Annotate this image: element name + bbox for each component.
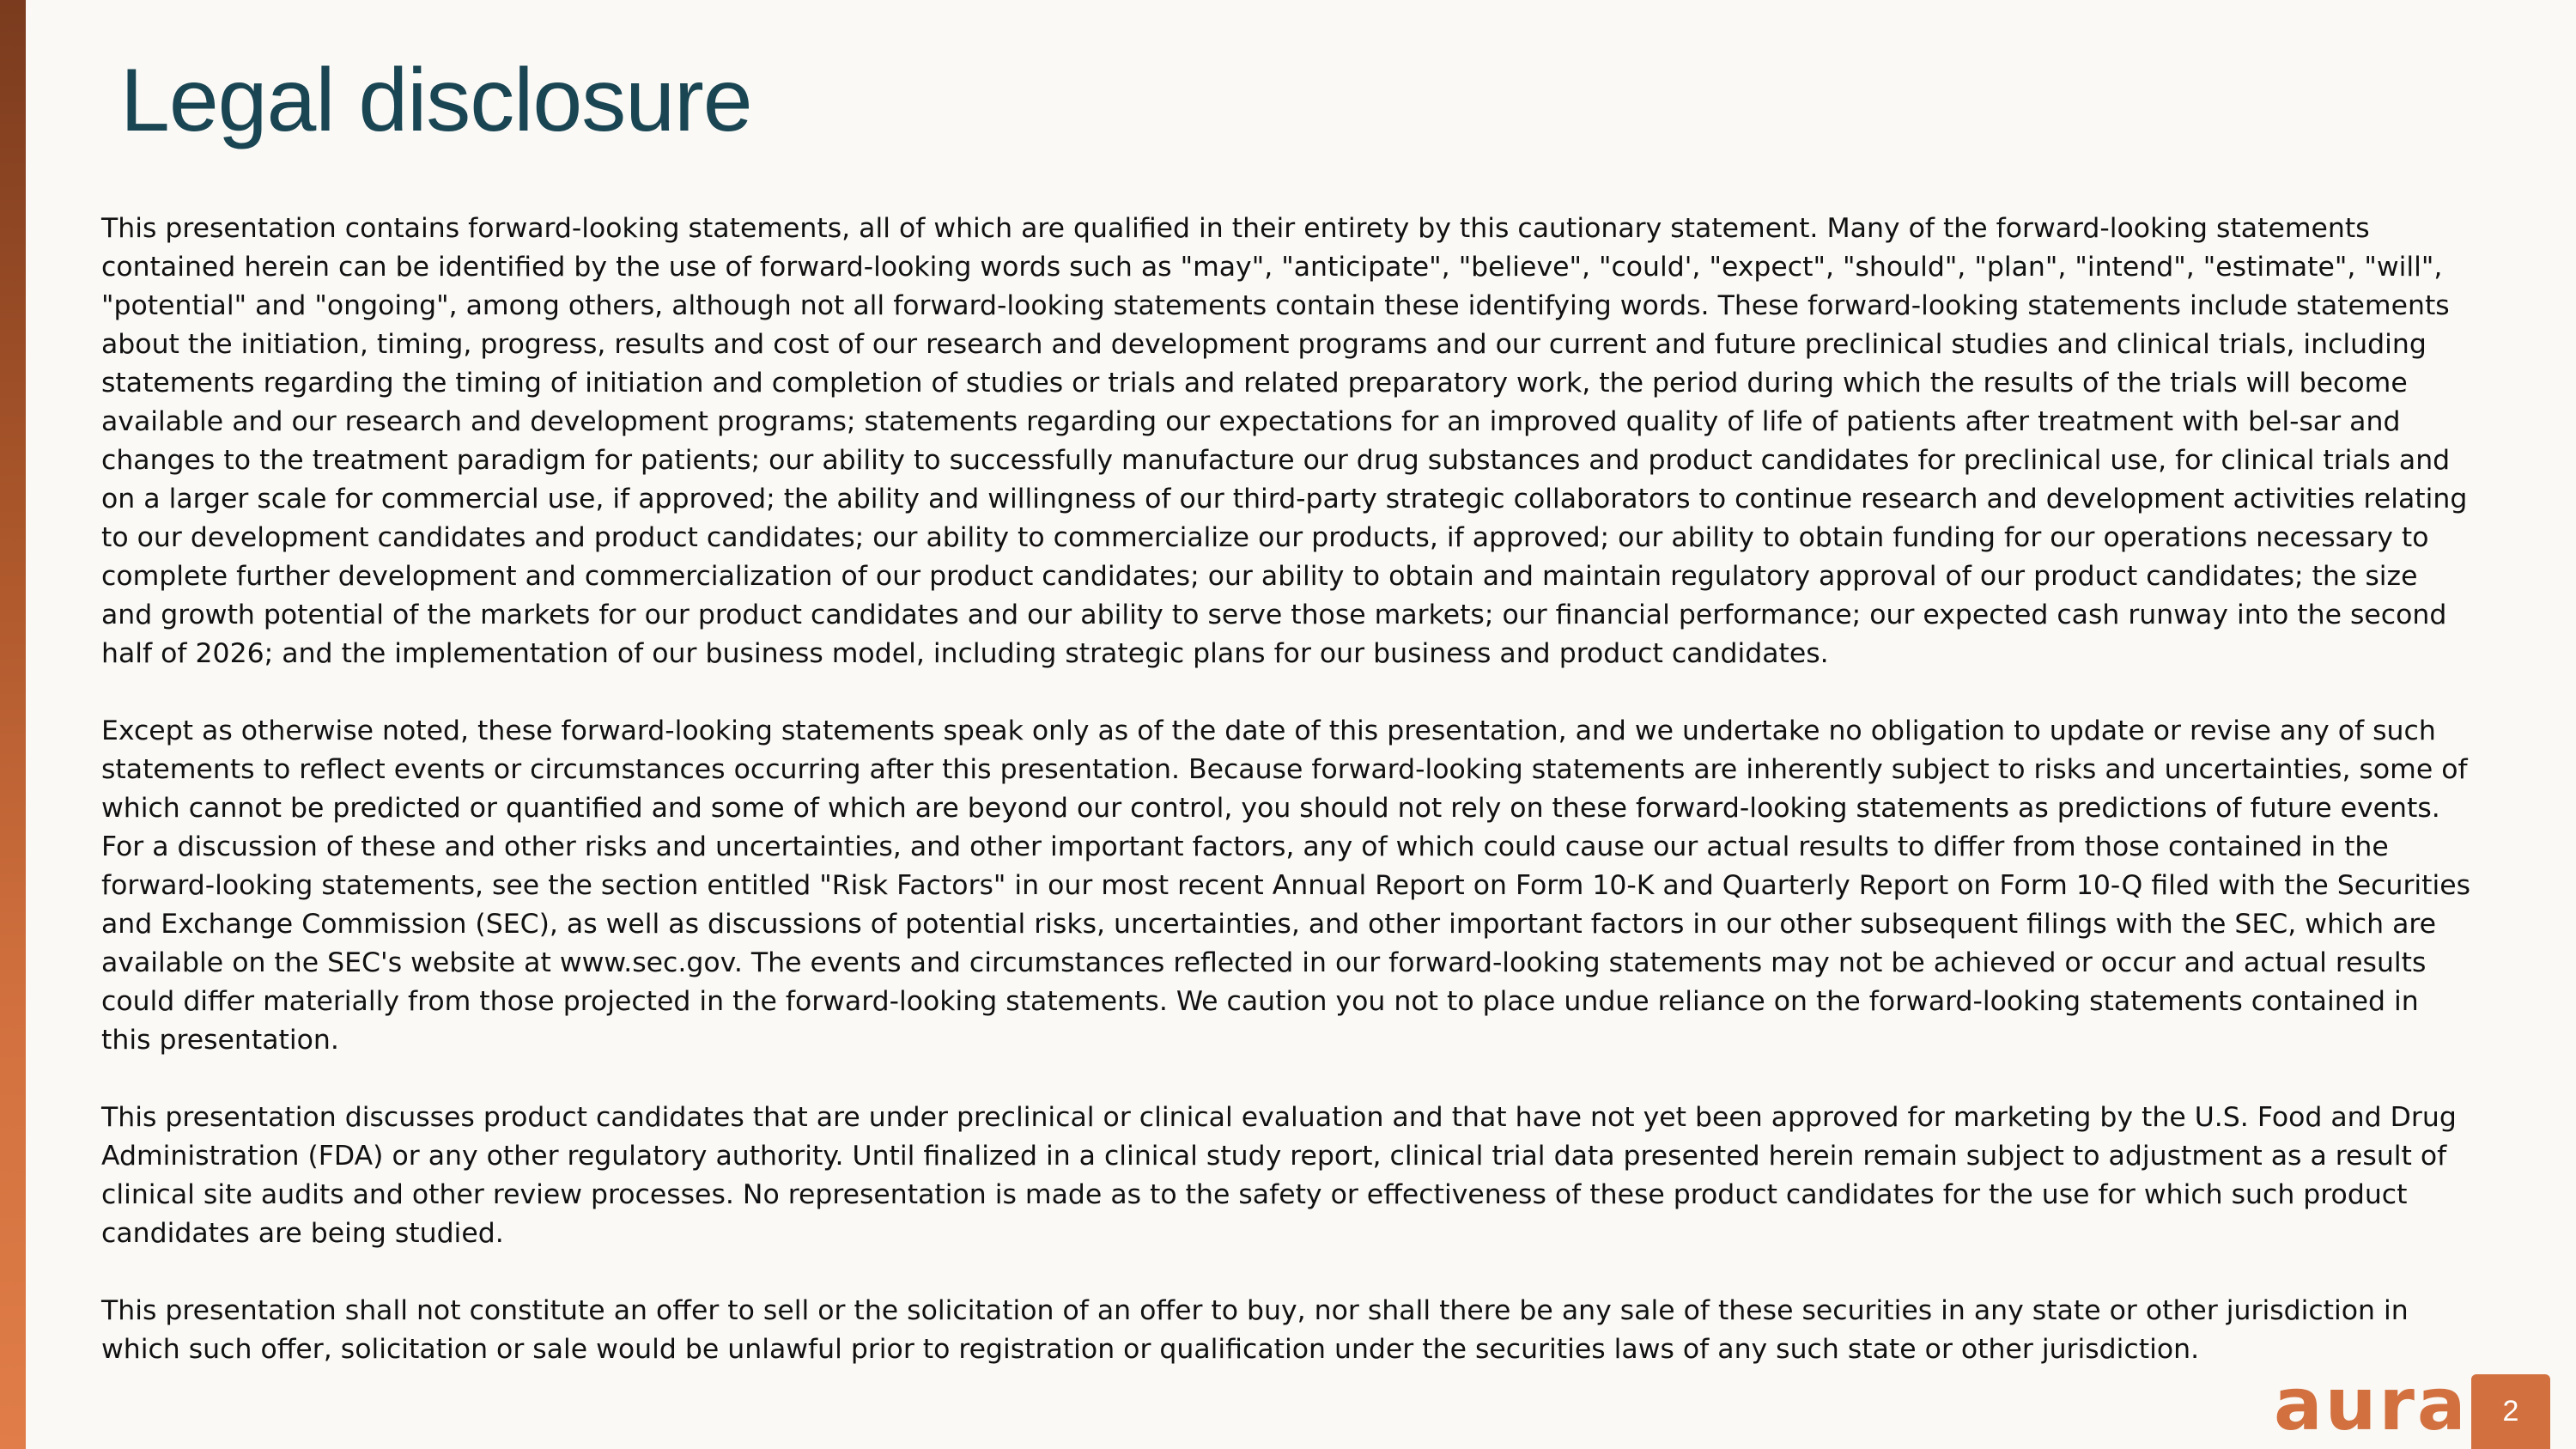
paragraph-forward-looking: This presentation contains forward-looking statements, all of which are qualified in their entirety by this cautionary statement. Many of the forward-looking statements contained herein can be identified by the use of forward-looking words such as "may", "anticipate", "believe", "could', "expect", "should", "plan", "intend", "estimate", "will", "potential" and "ongoing", among others, although not all forward-looking statements contain these identifying words. These forward-looking statements include statements about the initiation, timing, progress, results and cost of our research and development programs and our current and future preclinical studies and clinical trials, including statements regarding the timing of initiation and completion of studies or trials and related preparatory work, the period during which the results of the trials will become available and our research and development programs; statements regarding our expectations for an improved quality of life of patients after treatment with bel-sar and changes to the treatment paradigm for patients; our ability to successfully manufacture our drug substances and product candidates for preclinical use, for clinical trials and on a larger scale for commercial use, if approved; the ability and willingness of our third-party strategic collaborators to continue research and development activities relating to our development candidates and product candidates; our ability to commercialize our products, if approved; our ability to obtain funding for our operations necessary to complete further development and commercialization of our product candidates; our ability to obtain and maintain regulatory approval of our product candidates; the size and growth potential of the markets for our product candidates and our ability to serve those markets; our financial performance; our expected cash runway into the second half of 2026; and the implementation of our business model, including strategic plans for our business and product candidates. (101, 213, 2468, 669)
page-number-badge (2471, 1374, 2550, 1449)
slide-title: Legal disclosure (120, 51, 752, 150)
paragraph-no-obligation: Except as otherwise noted, these forward-looking statements speak only as of the date of this presentation, and we undertake no obligation to update or revise any of such statements to reflect events or circumstances occurring after this presentation. Because forward-looking statements are inherently subject to risks and uncertainties, some of which cannot be predicted or quantified and some of which are beyond our control, you should not rely on these forward-looking statements as predictions of future events. For a discussion of these and other risks and uncertainties, and other important factors, any of which could cause our actual results to differ from those contained in the forward-looking statements, see the section entitled "Risk Factors" in our most recent Annual Report on Form 10-K and Quarterly Report on Form 10-Q filed with the Securities and Exchange Commission (SEC), as well as discussions of potential risks, uncertainties, and other important factors in our other subsequent filings with the SEC, which are available on the SEC's website at www.sec.gov. The events and circumstances reflected in our forward-looking statements may not be achieved or occur and actual results could differ materially from those projected in the forward-looking statements. We caution you not to place undue reliance on the forward-looking statements contained in this presentation. (101, 715, 2471, 1056)
disclosure-body (101, 210, 2471, 1369)
paragraph-no-offer: This presentation shall not constitute an offer to sell or the solicitation of an offer to buy, nor shall there be any sale of these securities in any state or other jurisdiction in which such offer, solicitation or sale would be unlawful prior to registration or qualification under the securities laws of any such state or other jurisdiction. (101, 1295, 2409, 1365)
paragraph-product-candidates: This presentation discusses product candidates that are under preclinical or clinical evaluation and that have not yet been approved for marketing by the U.S. Food and Drug Administration (FDA) or any other regulatory authority. Until finalized in a clinical study report, clinical trial data presented herein remain subject to adjustment as a result of clinical site audits and other review processes. No representation is made as to the safety or effectiveness of these product candidates for the use for which such product candidates are being studied. (101, 1102, 2457, 1249)
side-accent-bar (0, 0, 26, 1449)
page-number: 2 (2502, 1395, 2519, 1428)
aura-logo: aura (2274, 1362, 2469, 1446)
